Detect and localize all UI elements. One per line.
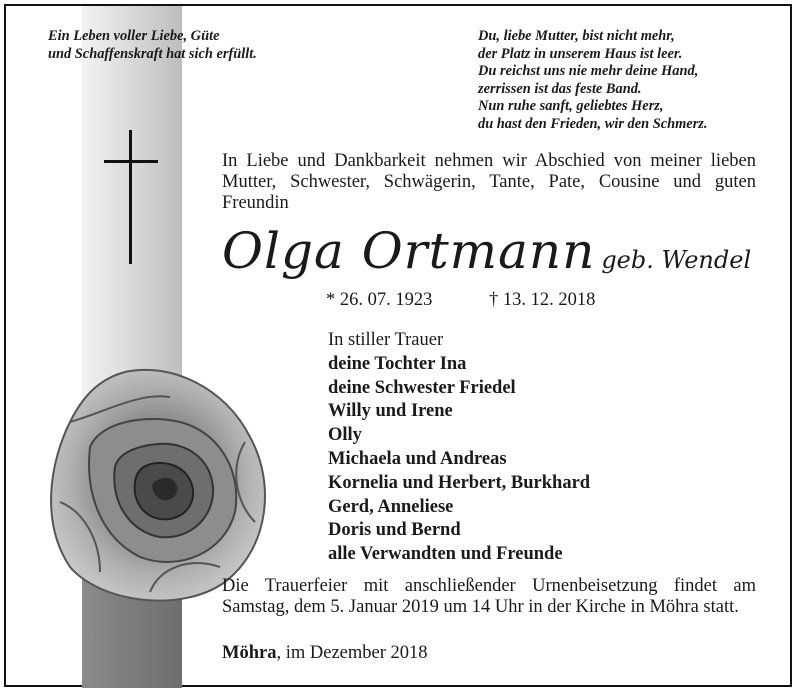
maiden-name: geb. Wendel: [601, 246, 752, 274]
birth-date: * 26. 07. 1923: [326, 290, 433, 310]
poem-line: du hast den Frieden, wir den Schmerz.: [478, 115, 708, 132]
poem-line: zerrissen ist das feste Band.: [478, 80, 642, 97]
signature-date: , im Dezember 2018: [276, 643, 428, 663]
deceased-name: Olga Ortmann: [222, 222, 596, 280]
mourner: alle Verwandten und Freunde: [328, 544, 563, 565]
rose-icon: [30, 352, 280, 607]
mourner: Olly: [328, 425, 362, 446]
mourner: deine Tochter Ina: [328, 353, 467, 374]
cross-icon: [129, 130, 132, 264]
signature-place: Möhra: [222, 643, 277, 663]
death-date: † 13. 12. 2018: [489, 290, 596, 310]
poem-right: [478, 28, 708, 134]
mourner: Kornelia und Herbert, Burkhard: [328, 472, 591, 493]
poem-left: [48, 28, 257, 63]
poem-line: Ein Leben voller Liebe, Güte: [48, 28, 220, 44]
poem-line: der Platz in unserem Haus ist leer.: [478, 45, 683, 62]
poem-line: Du, liebe Mutter, bist nicht mehr,: [478, 28, 675, 44]
poem-line: Nun ruhe sanft, geliebtes Herz,: [478, 98, 664, 115]
mourner: Willy und Irene: [328, 401, 453, 422]
cross-icon-bar: [104, 160, 158, 163]
signature: [222, 643, 428, 664]
funeral-info: Die Trauerfeier mit anschließender Urnenbeisetzung findet am Samstag, dem 5. Januar 2019 um 14 Uhr in der Kirche in Möhra statt.: [222, 576, 756, 617]
poem-line: und Schaffenskraft hat sich erfüllt.: [48, 45, 257, 62]
mourners-list: [328, 329, 590, 567]
mourner: Michaela und Andreas: [328, 448, 507, 469]
mourner: Gerd, Anneliese: [328, 496, 454, 517]
mourner: deine Schwester Friedel: [328, 377, 516, 398]
intro-text: In Liebe und Dankbarkeit nehmen wir Abschied von meiner lieben Mutter, Schwester, Schwägerin, Tante, Pate, Cousine und guten Freundin: [222, 151, 756, 213]
mourning-lead: In stiller Trauer: [328, 330, 444, 350]
poem-line: Du reichst uns nie mehr deine Hand,: [478, 63, 699, 80]
mourner: Doris und Bernd: [328, 520, 461, 541]
deceased-name-block: [222, 222, 751, 280]
